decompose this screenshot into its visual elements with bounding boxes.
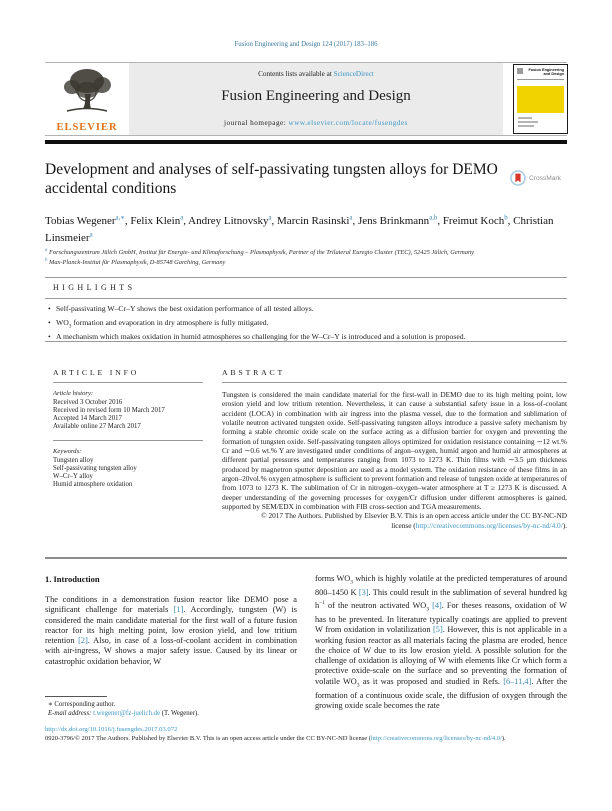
ref-3[interactable]: [3] bbox=[358, 587, 369, 597]
ref-1[interactable]: [1] bbox=[173, 605, 184, 615]
history-line: Available online 27 March 2017 bbox=[53, 423, 141, 430]
doi-link[interactable]: http://dx.doi.org/10.1016/j.fusengdes.2017.03.072 bbox=[45, 726, 178, 733]
footer-license-line: 0920-3796/© 2017 The Authors. Published by Elsevier B.V. This is an open access article under the CC BY-NC-ND license (http://creativecommons.org/licenses/by-nc-nd/4.0/). bbox=[45, 735, 506, 742]
abstract-body-divider bbox=[45, 557, 567, 559]
abstract-copyright: © 2017 The Authors. Published by Elsevier B.V. This is an open access article under the CC BY-NC-ND license (http://creativecommons.org/licenses/by-nc-nd/4.0/). bbox=[261, 511, 567, 530]
section-rule bbox=[45, 277, 567, 278]
crossmark-badge[interactable] bbox=[510, 170, 561, 186]
journal-title: Fusion Engineering and Design bbox=[221, 88, 411, 104]
cover-yellow-panel bbox=[517, 86, 564, 113]
affiliation-list bbox=[45, 247, 567, 267]
cover-text-bar bbox=[518, 125, 534, 127]
author-affil-sup: b bbox=[504, 214, 508, 221]
cover-text-bar bbox=[518, 117, 532, 119]
journal-cover-thumbnail bbox=[513, 64, 568, 134]
author: Marcin Rasinski$^a$, bbox=[277, 214, 358, 227]
contents-prefix: Contents lists available at bbox=[258, 70, 334, 78]
footnote bbox=[48, 701, 298, 718]
keyword: Humid atmosphere oxidation bbox=[53, 481, 133, 488]
email-line: E-mail address: t.wegener@fz-juelich.de (T. Wegener). bbox=[48, 709, 199, 717]
abstract-column bbox=[222, 368, 567, 530]
sciencedirect-link[interactable]: ScienceDirect bbox=[333, 70, 374, 78]
footer-license-link[interactable]: http://creativecommons.org/licenses/by-nc-nd/4.0/ bbox=[370, 735, 502, 742]
header-thick-rule bbox=[45, 140, 567, 144]
elsevier-logo bbox=[45, 63, 129, 135]
ref-6-11-4[interactable]: [6–11,4] bbox=[503, 676, 532, 686]
heading-rule bbox=[53, 382, 203, 383]
author-affil-sup: a,∗ bbox=[115, 214, 125, 221]
journal-citation: Fusion Engineering and Design 124 (2017) 183–186 bbox=[234, 41, 378, 48]
abstract-text: Tungsten is considered the main candidate material for the first-wall in DEMO due to its high melting point, low erosion yield and low tritium retention. Nevertheless, it can cause a substantial safety issue in a loss-of-coolant accident (LOCA) in combination with air ingress into the plasma vessel, due to the formation and sublimation of volatile neutron activated tungsten oxide. Self-passivating tungsten alloys introduce a passive safety mechanism by forming a stable chromic oxide scale on the surface acting as a diffusion barrier for oxygen and preventing the formation of tungsten oxide. Self-passivating tungsten alloys optimized for oxidation resistance containing ∼12 wt.% Cr and ∼0.6 wt.% Y are investigated under conditions of argon–oxygen, humid argon and humid air atmospheres at different partial pressures and temperatures ranging from 1073 to 1273 K. Thin films with ∼3.5 μm thickness produced by magnetron sputter deposition are used as a model system. The oxidation resistance of these films in an argon–20vol.% oxygen atmosphere is sufficient to prevent formation and release of tungsten oxide at temperatures of from 1073 to 1273 K. The sublimation of Cr in nitrogen–oxygen–water atmosphere at T ≥ 1273 K is discussed. A deeper understanding of the governing processes for oxygen/Cr diffusion under different atmospheres is gained, supported by SEM/EDX in combination with FIB cross-section and TGA measurements. bbox=[222, 390, 567, 512]
intro-paragraph-left: The conditions in a demonstration fusion reactor like DEMO pose a significant challenge for materials [1]. Accordingly, tungsten (W) is considered the main candidate material for the first wall of a future fusion reactor for its high melting point, low erosion yield, and low tritium retention [2]. Also, in case of a loss-of-coolant accident in combination with air-ingress, W shows a major safety issue. Caused by its linear or catastrophic oxidation behavior, W bbox=[45, 595, 297, 666]
journal-header-banner bbox=[45, 62, 567, 136]
article-title: Development and analyses of self-passivating tungsten alloys for DEMO accidental conditions bbox=[45, 161, 498, 197]
affiliation: $^a$ Forschungszentrum Jülich GmbH, Institut für Energie- und Klimaforschung – Plasmaphysik, Partner of the Trilateral Euregio Cluster (TEC), 52425 Jülich, Germany bbox=[45, 248, 475, 257]
article-history-label: Article history: bbox=[53, 390, 94, 397]
author-affil-sup: a bbox=[268, 214, 272, 221]
footnote-rule bbox=[45, 696, 107, 697]
keyword: Self-passivating tungsten alloy bbox=[53, 465, 137, 472]
ref-4[interactable]: [4] bbox=[432, 601, 442, 611]
author-affil-sup: a bbox=[349, 214, 353, 221]
highlights-heading: HIGHLIGHTS bbox=[53, 283, 136, 292]
author: Andrey Litnovsky$^a$, bbox=[188, 214, 278, 227]
section-rule bbox=[45, 298, 567, 299]
email-label: E-mail address: bbox=[48, 709, 94, 717]
highlight-item: • A mechanism which makes oxidation in humid atmospheres so challenging for the W–Cr–Y is introduced and a solution is proposed. bbox=[48, 332, 564, 346]
history-line: Received 3 October 2016 bbox=[53, 399, 123, 406]
body-column-left bbox=[45, 574, 297, 667]
heading-rule bbox=[222, 382, 567, 383]
author-affil-sup: a bbox=[180, 214, 184, 221]
cover-journal-title: Fusion Engineering and Design bbox=[528, 68, 564, 77]
cover-divider bbox=[517, 79, 564, 80]
section-heading-introduction: 1. Introduction bbox=[45, 574, 100, 584]
section-rule bbox=[45, 341, 567, 342]
keyword: Tungsten alloy bbox=[53, 457, 94, 464]
article-info-column bbox=[53, 368, 203, 489]
highlight-item: • $WO_3$ formation and evaporation in dry atmosphere is fully mitigated. bbox=[48, 318, 564, 332]
journal-homepage-link[interactable]: www.elsevier.com/locate/fusengdes bbox=[288, 119, 408, 127]
intro-paragraph-right: forms $WO_3$ which is highly volatile at the predicted temperatures of around 800–1450 K [3]. This could result in the sublimation of several hundred kg $h^{-1}$ of the neutron activated $WO_3$ [4]. For theses reasons, oxidation of W has to be prevented. In literature typically coatings are applied to prevent W from oxidation in volatilization [5]. However, this is not applicable in a working fusion reactor as all materials facing the plasma are eroded, hence the choice of W due to its low erosion yield. A possible solution for the challenge of oxidation is alloying of W with elements like Cr which form a protective oxide-scale on the surface and so preventing the formation of volatile $WO_3$ as it was proposed and studied in Refs. [6–11,4]. After the formation of a continuous oxide scale, the diffusion of oxygen through the growing oxide scale becomes the rate bbox=[315, 574, 568, 710]
ref-2[interactable]: [2] bbox=[78, 636, 88, 646]
journal-banner-box bbox=[129, 63, 503, 135]
author: Freimut Koch$^b$, bbox=[442, 214, 514, 227]
author: Jens Brinkmann$^{a,b}$, bbox=[357, 214, 443, 227]
abstract-heading: ABSTRACT bbox=[222, 368, 286, 377]
author: Christian Linsmeier$^a$ bbox=[45, 214, 554, 244]
cover-publisher-mark bbox=[517, 68, 523, 74]
corresponding-author-note: ∗ Corresponding author. bbox=[48, 701, 116, 708]
author-affil-sup: a bbox=[89, 231, 93, 239]
email-link[interactable]: t.wegener@fz-juelich.de bbox=[93, 709, 161, 717]
ref-5[interactable]: [5] bbox=[433, 625, 443, 635]
body-column-right bbox=[315, 574, 567, 711]
author-affil-sup: a,b bbox=[429, 214, 438, 221]
keyword: W–Cr–Y alloy bbox=[53, 473, 93, 480]
keywords-label: Keywords: bbox=[53, 448, 82, 455]
article-info-heading: ARTICLE INFO bbox=[53, 368, 140, 377]
author: Tobias Wegener$^{a,∗}$, bbox=[45, 214, 131, 227]
cc-license-link[interactable]: http://creativecommons.org/licenses/by-nc-nd/4.0/ bbox=[415, 520, 563, 530]
affiliation: $^b$ Max-Planck-Institut für Plasmaphysik, D-85748 Garching, Germany bbox=[45, 258, 226, 267]
info-divider bbox=[53, 440, 203, 441]
homepage-prefix: journal homepage: bbox=[224, 119, 289, 127]
highlight-item: • Self-passivating W–Cr–Y shows the best oxidation performance of all tested alloys. bbox=[48, 304, 564, 318]
contents-line bbox=[129, 70, 503, 78]
crossmark-icon bbox=[510, 170, 526, 186]
history-line: Accepted 14 March 2017 bbox=[53, 415, 122, 422]
author-list bbox=[45, 211, 567, 245]
crossmark-label: CrossMark bbox=[529, 174, 561, 182]
elsevier-tree-icon bbox=[59, 66, 115, 116]
elsevier-wordmark: ELSEVIER bbox=[56, 122, 118, 133]
cover-text-bar bbox=[518, 121, 538, 123]
history-line: Received in revised form 10 March 2017 bbox=[53, 407, 165, 414]
author: Felix Klein$^a$, bbox=[130, 214, 189, 227]
homepage-line bbox=[129, 119, 503, 127]
